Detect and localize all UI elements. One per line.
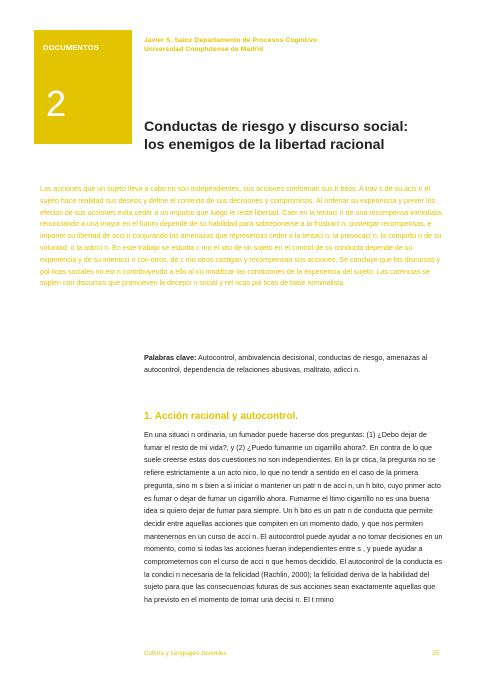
article-title bbox=[144, 118, 444, 154]
keywords-text: Autocontrol, ambivalencia decisional, conductas de riesgo, amenazas al autocontrol, dependencia de relaciones abusivas, maltrato, adicci n. bbox=[144, 353, 428, 375]
title-line-1: Conductas de riesgo y discurso social: bbox=[144, 119, 409, 135]
journal-name: Cultura y Lenguajes Juveniles bbox=[144, 650, 227, 657]
title-line-2: los enemigos de la libertad racional bbox=[144, 137, 385, 153]
author-name: Javier S. Sainz Departamento de Procesos Cognitivo bbox=[144, 37, 318, 44]
chapter-number: 2 bbox=[46, 83, 67, 124]
chapter-number-box bbox=[34, 56, 132, 144]
keywords bbox=[144, 352, 444, 377]
keywords-label: Palabras clave: bbox=[144, 353, 197, 362]
section-label: DOCUMENTOS bbox=[43, 43, 100, 52]
abstract: Las acciones que un sujeto lleva a cabo no son independientes, sus acciones conforman sus h bitos. A trav s de su acci n el sujeto hace realidad sus deseos y define el contexto de sus decisiones y compromisos. Al ordenar su experiencia y prever los efectos de sus acciones evita ceder a un impulso que luego le reste libertad. Caer en la tentaci n de una recompensa inmediata, renunciando a una mayor en el futuro depende de su habilidad para sobreponerse a la frustraci n, postergar recompensas, e imponer su libertad de acci n conjurando las amenazas que representan ceder a la tentaci n, la provocaci n, la compulsi n de su voluntad, o la adicci n. En este trabajo se estudia c mo el xito de un sujeto en el control de su conducta depende de su experiencia y de su interacci n con otros, de c mo otros castigan y recompensan sus acciones. Se concluye que los discursos y pol ticas sociales no est n contribuyendo a ello al no modificar las condiciones de la experiencia del sujeto. Las carencias se suplen con discursos que promueven la decepci n social y ret ricas pol ticas de base nominalista. bbox=[40, 185, 444, 288]
author-affiliation: Universidad Complutense de Madrid bbox=[144, 46, 264, 53]
section-label-box bbox=[34, 30, 132, 56]
author-block bbox=[144, 36, 317, 54]
page-number: 25 bbox=[432, 650, 439, 657]
section-heading: 1. Acción racional y autocontrol. bbox=[144, 411, 299, 422]
body-paragraph: En una situaci n ordinaria, un fumador puede hacerse dos preguntas: (1) ¿Debo dejar de fumar el resto de mi vida?, y (2) ¿Puedo fumarme un cigarrillo ahora?. En contra de lo que suele creerse estas dos cuestiones no son independientes. En la pr ctica, la pregunta no se refiere estrictamente a un acto nico, lo que no tendr a sentido en el caso de la primera pregunta, sino m s bien a si iniciar o mantener un patr n de acci n, un h bito, cuyo primer acto es fumar o dejar de fumar un cigarrillo ahora. Fumarme el ltimo cigarrillo no es una buena idea si quiero dejar de fumar para siempre. Un h bito es un patr n de conducta que permite decidir entre aquellas acciones que compiten en un momento dado, y que nos permiten mantenernos en un curso de acci n. El autocontrol puede ayudar a no tomar decisiones en un momento, como si todas las acciones fueran independientes entre s , y puede ayudar a comprometernos con el curso de acci n que hemos decidido. El autocontrol de la conducta es la condici n necesaria de la felicidad (Rachlin, 2000); la felicidad deriva de la habilidad del sujeto para que las consecuencias futuras de sus acciones sean exactamente aquellas que ha previsto en el momento de tomar una decisi n. El t rmino bbox=[144, 430, 443, 605]
